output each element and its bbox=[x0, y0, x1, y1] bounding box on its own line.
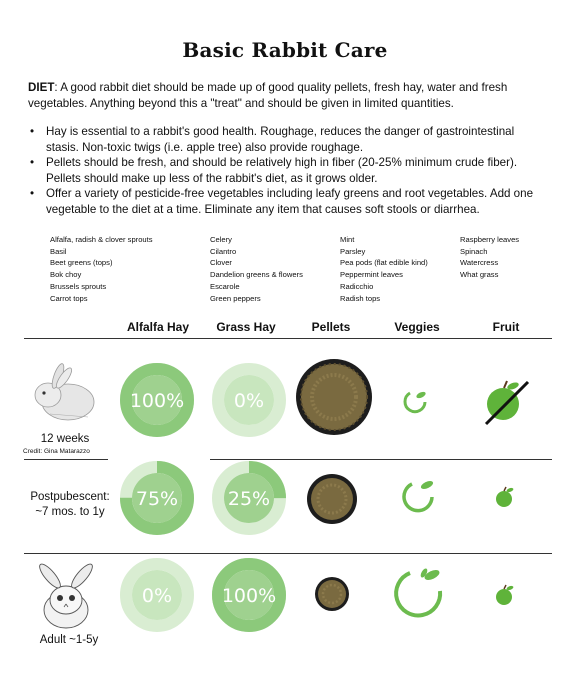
veg-item: Watercress bbox=[460, 258, 499, 268]
grass-donut bbox=[210, 556, 288, 634]
header-alfalfa-hay: Alfalfa Hay bbox=[126, 320, 190, 334]
adult-rabbit-illustration bbox=[30, 560, 102, 632]
veg-item: Raspberry leaves bbox=[460, 235, 520, 244]
veg-column-3 bbox=[340, 234, 428, 304]
pellet-bowl-small bbox=[314, 576, 350, 612]
age-label: 12 weeks bbox=[40, 433, 90, 445]
diet-text: : A good rabbit diet should be made up of good quality pellets, fresh hay, water and fresh vegetables. Anything beyond this a "treat" and should be given in limited quantities. bbox=[28, 81, 508, 110]
apple-icon bbox=[494, 584, 516, 606]
row-divider bbox=[24, 338, 552, 339]
image-credit: Credit: Gina Matarazzo bbox=[23, 448, 90, 455]
veg-item: Beet greens (tops) bbox=[50, 258, 113, 268]
diet-paragraph bbox=[28, 80, 548, 112]
veg-item: Escarole bbox=[210, 281, 240, 291]
bullet-vegetables: • Offer a variety of pesticide-free vegetables including leafy greens and root vegetables. Add one vegetable to the diet at a time. Eliminate any item that causes soft stools or diarrhea. bbox=[28, 186, 548, 217]
age-label: Postpubescent: ~7 mos. to 1y bbox=[30, 491, 110, 518]
bullet-pellets: • Pellets should be fresh, and should be relatively high in fiber (20-25% minimum crude fiber). Pellets should make up less of the rabbit's diet, as it grows older. bbox=[28, 155, 548, 186]
veg-item: Brussels sprouts bbox=[50, 281, 107, 291]
veg-item: Peppermint leaves bbox=[340, 270, 403, 280]
veg-item: Spinach bbox=[460, 246, 488, 256]
alfalfa-percent: 100% bbox=[129, 390, 185, 412]
veg-item: Carrot tops bbox=[50, 293, 88, 303]
alfalfa-percent: 75% bbox=[135, 488, 179, 510]
header-pellets: Pellets bbox=[311, 320, 351, 334]
alfalfa-donut bbox=[118, 556, 196, 634]
veg-item: Green peppers bbox=[210, 293, 261, 303]
pellet-bowl-large bbox=[294, 357, 374, 437]
apple-crossed-out-icon bbox=[482, 378, 530, 426]
grass-donut bbox=[210, 459, 288, 537]
pellet-bowl-medium bbox=[305, 472, 359, 526]
veg-item: Celery bbox=[210, 235, 232, 244]
header-veggies: Veggies bbox=[394, 320, 440, 334]
row-divider bbox=[24, 553, 552, 554]
veg-column-1 bbox=[50, 234, 153, 304]
veg-item: Dandelion greens & flowers bbox=[210, 270, 303, 280]
alfalfa-donut bbox=[118, 459, 196, 537]
veggie-leaf-icon bbox=[388, 565, 448, 625]
age-label: Adult ~1-5y bbox=[39, 634, 99, 646]
veggie-leaf-icon bbox=[400, 388, 430, 418]
veg-item: Cilantro bbox=[210, 246, 237, 256]
veg-item: Bok choy bbox=[50, 270, 82, 280]
diet-label: DIET bbox=[28, 81, 55, 94]
veg-column-4 bbox=[460, 234, 519, 281]
grass-percent: 0% bbox=[233, 390, 265, 412]
veg-item: Alfalfa, radish & clover sprouts bbox=[50, 235, 153, 244]
bullet-hay: • Hay is essential to a rabbit's good health. Roughage, reduces the danger of gastrointestinal stasis. Non-toxic twigs (i.e. apple tree) also provide roughage. bbox=[28, 124, 548, 155]
veg-item: Parsley bbox=[340, 246, 366, 256]
apple-icon bbox=[494, 486, 516, 508]
care-bullets bbox=[28, 124, 548, 218]
veg-item: Basil bbox=[50, 246, 67, 256]
veg-item: Clover bbox=[210, 258, 232, 268]
baby-rabbit-illustration bbox=[28, 362, 102, 424]
page-title: Basic Rabbit Care bbox=[182, 38, 388, 62]
veg-item: Radicchio bbox=[340, 281, 374, 291]
grass-percent: 25% bbox=[227, 488, 271, 510]
row-divider bbox=[24, 459, 108, 460]
header-fruit: Fruit bbox=[492, 320, 520, 334]
alfalfa-percent: 0% bbox=[141, 585, 173, 607]
veg-item: Pea pods (flat edible kind) bbox=[340, 258, 428, 268]
veg-item: What grass bbox=[460, 270, 499, 280]
veg-item: Mint bbox=[340, 235, 355, 244]
alfalfa-donut bbox=[118, 361, 196, 439]
veg-item: Radish tops bbox=[340, 293, 381, 303]
header-grass-hay: Grass Hay bbox=[216, 320, 276, 334]
veggie-leaf-icon bbox=[398, 477, 438, 517]
grass-donut bbox=[210, 361, 288, 439]
veg-column-2 bbox=[210, 234, 303, 304]
grass-percent: 100% bbox=[221, 585, 277, 607]
